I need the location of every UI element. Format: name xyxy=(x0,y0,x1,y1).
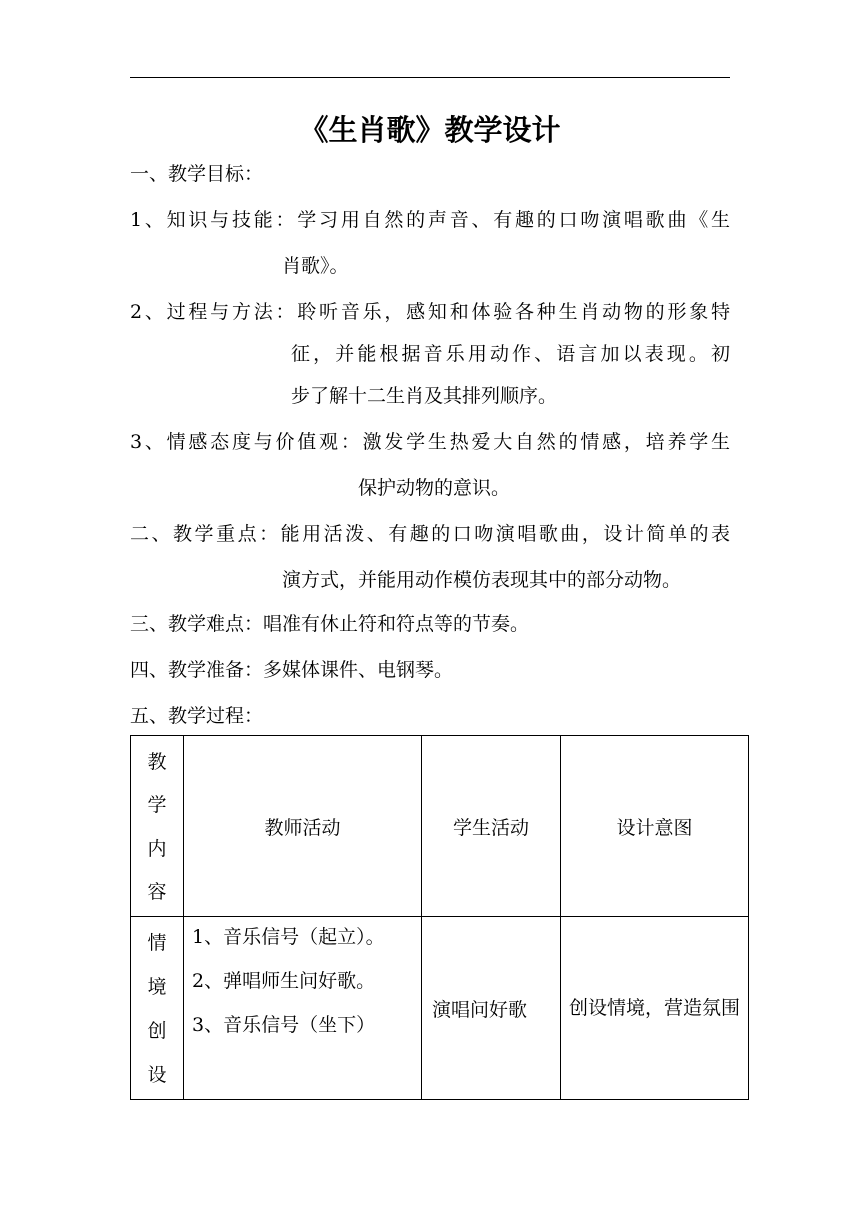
key-points-line1: 二、教学重点：能用活泼、有趣的口吻演唱歌曲，设计简单的表 xyxy=(130,523,730,545)
goal-emotion-line2: 保护动物的意识。 xyxy=(358,477,511,499)
header-content-char: 内 xyxy=(147,837,167,860)
intent-text: 创设情境，营造氛围 xyxy=(569,997,741,1019)
row-content-char: 设 xyxy=(147,1064,167,1086)
teaching-process-table xyxy=(130,735,749,1100)
row-cell-content xyxy=(131,917,184,1100)
row-cell-student: 演唱问好歌 xyxy=(422,917,561,1100)
header-content-char: 教 xyxy=(147,751,167,773)
key-points-line2: 演方式，并能用动作模仿表现其中的部分动物。 xyxy=(282,569,682,591)
goal-process-line3: 步了解十二生肖及其排列顺序。 xyxy=(291,385,558,407)
row-content-char: 情 xyxy=(147,932,167,954)
header-cell-content xyxy=(131,736,184,917)
header-content-char: 容 xyxy=(147,880,167,903)
teacher-step: 1、音乐信号（起立）。 xyxy=(192,926,385,948)
goal-knowledge-line2: 肖歌》。 xyxy=(282,255,349,277)
goal-knowledge-line1: 1、知识与技能：学习用自然的声音、有趣的口吻演唱歌曲《生 xyxy=(130,209,730,231)
goal-process-line1: 2、过程与方法：聆听音乐，感知和体验各种生肖动物的形象特 xyxy=(130,301,730,323)
table-header-row xyxy=(131,736,749,917)
header-cell-teacher: 教师活动 xyxy=(184,736,422,917)
goal-emotion-line1: 3、情感态度与价值观：激发学生热爱大自然的情感，培养学生 xyxy=(130,431,730,453)
difficulties-line: 三、教学难点：唱准有休止符和符点等的节奏。 xyxy=(130,613,530,635)
row-content-char: 创 xyxy=(147,1020,167,1042)
header-rule xyxy=(130,77,730,78)
row-cell-intent xyxy=(561,917,749,1100)
table-row xyxy=(131,917,749,1100)
header-cell-student: 学生活动 xyxy=(422,736,561,917)
header-content-char: 学 xyxy=(147,794,167,817)
row-cell-teacher xyxy=(184,917,422,1100)
header-cell-intent: 设计意图 xyxy=(561,736,749,917)
row-content-char: 境 xyxy=(147,976,167,998)
goal-process-line2: 征，并能根据音乐用动作、语言加以表现。初 xyxy=(291,343,730,365)
teacher-step: 3、音乐信号（坐下） xyxy=(192,1014,376,1036)
section-process-heading: 五、教学过程： xyxy=(130,705,264,727)
teacher-step: 2、弹唱师生问好歌。 xyxy=(192,970,376,992)
section-objectives-heading: 一、教学目标： xyxy=(130,163,264,185)
document-title: 《生肖歌》教学设计 xyxy=(299,113,561,147)
preparation-line: 四、教学准备：多媒体课件、电钢琴。 xyxy=(130,659,454,681)
